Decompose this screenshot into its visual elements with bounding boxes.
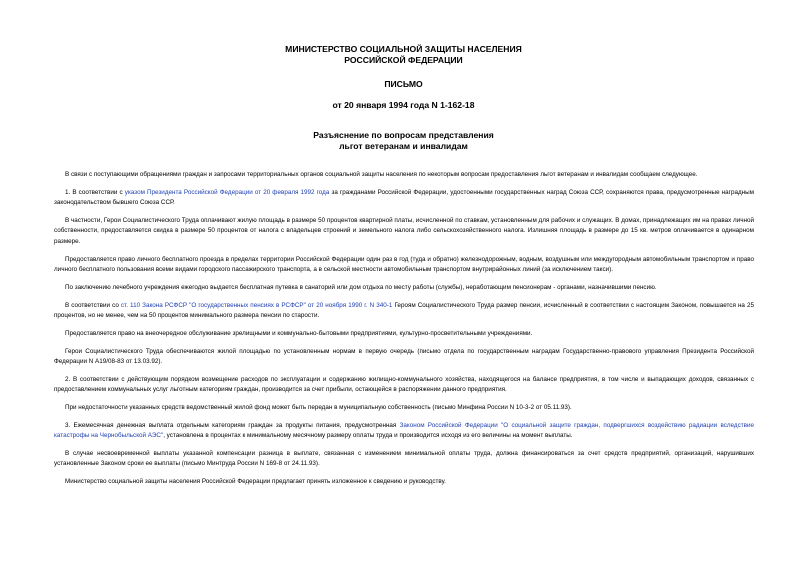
document-subject	[0, 130, 807, 151]
paragraph-living-space: Герои Социалистического Труда обеспечиваются жилой площадью по установленным нормам в первую очередь (письмо отдела по государственным наградам Государственно-правового управления Президента Российской Федерации N А19/08-83 от 13.03.92).	[54, 347, 754, 366]
paragraph-1-text-a: 1. В соответствии с	[65, 188, 125, 196]
paragraph-travel: Предоставляется право личного бесплатного проезда в пределах территории Российской Федерации один раз в год (туда и обратно) железнодорожным, водным, воздушным или междугородным автомобильным транспортом и право личного бесплатного пользования всеми видами городского пассажирского транспорта, а в сельской местности автомобильным транспортом внутрирайонных линий (за исключением такси).	[54, 255, 754, 274]
paragraph-1-text-b: за гражданами Российской Федерации, удостоенными государственных наград Союза ССР, сохраняются права, предусмотренные наградным законодательством бывшего Союза ССР.	[54, 188, 754, 207]
chernobyl-law-link[interactable]: Законом Российской Федерации "О социальной защите граждан, подвергшихся воздействию радиации вследствие катастрофы на Чернобыльской АЭС"	[54, 421, 754, 440]
paragraph-3-text-b: , установлена в процентах к минимальному месячному размеру оплаты труда и производится исходя из его величины на момент выплаты.	[163, 432, 573, 440]
paragraph-housing-fund: При недостаточности указанных средств ведомственный жилой фонд может быть передан в муниципальную собственность (письмо Минфина России N 10-3-2 от 05.11.93).	[65, 404, 572, 412]
document-header	[0, 44, 807, 65]
paragraph-services: Предоставляется право на внеочередное обслуживание зрелищными и коммунально-бытовыми предприятиями, культурно-просветительными учреждениями.	[65, 329, 533, 337]
ministry-title-line2: РОССИЙСКОЙ ФЕДЕРАЦИИ	[344, 54, 463, 65]
paragraph-pension-text-b: Героям Социалистического Труда размер пенсии, исчисленный в соответствии с настоящим Законом, повышается на 25 процентов, но не менее, чем на 50 процентов минимального размера пенсии по старости.	[54, 301, 754, 320]
paragraph-housing: В частности, Герои Социалистического Труда оплачивают жилую площадь в размере 50 процентов квартирной платы, исчисленной по ставкам, установленным для рабочих и служащих. В домах, принадлежащих им на правах личной собственности, предоставляется скидка в размере 50 процентов от налога с владельцев строений и земельного налога либо сельскохозяйственного налога. Излишняя площадь в размере до 15 кв. метров оплачивается в одинарном размере.	[54, 217, 754, 245]
subject-line1: Разъяснение по вопросам представления	[313, 130, 494, 140]
paragraph-late-payment: В случае несвоевременной выплаты указанной компенсации разница в выплате, связанная с изменением минимальной оплаты труда, должна финансироваться за счет средств предприятий, организаций, нарушивших установленные Законом сроки ее выплаты (письмо Минтруда России N 169-8 от 24.11.93).	[54, 450, 754, 468]
document-type: ПИСЬМО	[384, 79, 423, 89]
ministry-title-line1: МИНИСТЕРСТВО СОЦИАЛЬНОЙ ЗАЩИТЫ НАСЕЛЕНИЯ	[285, 44, 522, 54]
paragraph-pension-text-a: В соответствии со	[65, 301, 121, 309]
document-body	[54, 170, 754, 488]
document-date: от 20 января 1994 года N 1-162-18	[332, 100, 475, 110]
paragraph-sanatorium: По заключению лечебного учреждения ежегодно выдается бесплатная путевка в санаторий или дом отдыха по месту работы (службы), неработающим пенсионерам - органами, назначившими пенсию.	[65, 283, 657, 291]
paragraph-1	[54, 188, 754, 209]
paragraph-2: 2. В соответствии с действующим порядком возмещение расходов по эксплуатации и содержанию жилищно-коммунального хозяйства, находящегося на балансе предприятия, в том числе и выпадающих доходов, связанных с предоставлением коммунальных услуг льготным категориям граждан, производится за счет прибыли, остающейся в распоряжении данного предприятия.	[54, 375, 754, 394]
subject-line2: льгот ветеранам и инвалидам	[339, 140, 468, 151]
paragraph-intro: В связи с поступающими обращениями граждан и запросами территориальных органов социальной защиты населения по некоторым вопросам предоставления льгот ветеранам и инвалидам сообщаем следующее.	[65, 171, 698, 178]
paragraph-closing: Министерство социальной защиты населения Российской Федерации предлагает принять изложенное к сведению и руководству.	[65, 478, 446, 486]
presidential-decree-link[interactable]: указом Президента Российской Федерации от 20 февраля 1992 года	[124, 188, 330, 196]
paragraph-pension	[54, 301, 754, 322]
paragraph-3-text-a: 3. Ежемесячная денежная выплата отдельным категориям граждан за продукты питания, предусмотренная	[65, 421, 400, 429]
paragraph-3	[54, 421, 754, 442]
pension-law-link[interactable]: ст. 110 Закона РСФСР "О государственных пенсиях в РСФСР" от 20 ноября 1990 г. N 340-1	[120, 301, 393, 309]
